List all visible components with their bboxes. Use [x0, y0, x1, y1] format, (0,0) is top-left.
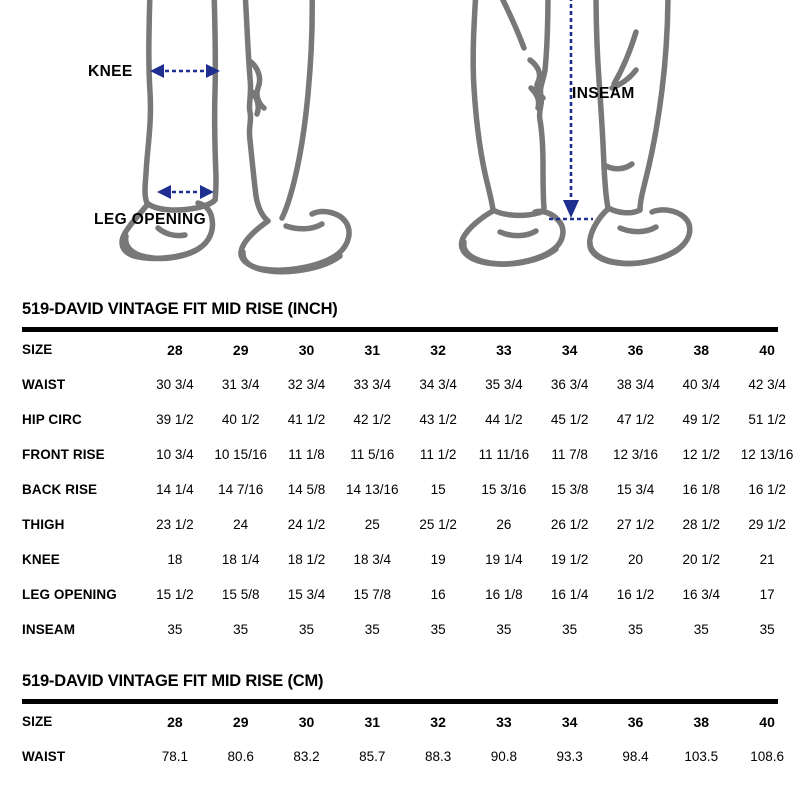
size-column-header: 33: [496, 341, 512, 358]
size-column-header: 33: [496, 713, 512, 730]
table-cell: 10 15/16: [214, 447, 267, 463]
table-cell: 49 1/2: [682, 412, 721, 428]
size-column-header: 34: [561, 341, 578, 358]
size-column-header: 34: [561, 713, 578, 730]
row-label: INSEAM: [22, 622, 76, 638]
table-cell: 17: [759, 587, 775, 603]
table-cell: 16 1/4: [550, 587, 589, 603]
table-cell: 15 5/8: [221, 587, 260, 603]
size-column-header: 40: [759, 713, 775, 730]
table-cell: 25: [364, 517, 380, 533]
size-header-label: SIZE: [22, 714, 53, 730]
table-cell: 93.3: [556, 749, 583, 765]
size-column-header: 30: [298, 713, 315, 730]
table-cell: 35: [298, 622, 314, 638]
row-label: FRONT RISE: [22, 447, 105, 463]
size-column-header: 31: [364, 713, 381, 730]
table-cell: 47 1/2: [616, 412, 655, 428]
table-cell: 34 3/4: [419, 377, 457, 393]
table-cell: 35: [562, 622, 578, 638]
size-column-header: 36: [627, 713, 644, 730]
size-column-header: 40: [759, 341, 775, 358]
table-row: [22, 437, 800, 472]
table-cell: 35: [233, 622, 249, 638]
row-label: THIGH: [22, 517, 65, 533]
table-cell: 41 1/2: [287, 412, 326, 428]
table-row: [22, 739, 800, 774]
table-cell: 29 1/2: [748, 517, 786, 533]
table-row: [22, 542, 800, 577]
inseam-callout-label: INSEAM: [572, 85, 635, 102]
inseam-measure-arrow: [549, 0, 593, 219]
size-table-cm: [22, 704, 800, 774]
table-cell: 11 1/2: [419, 447, 457, 463]
right-leg-illustration: [0, 0, 800, 285]
table-cell: 21: [759, 552, 775, 568]
table-cell: 24 1/2: [287, 517, 326, 533]
size-column-header: 30: [298, 341, 315, 358]
table-cell: 51 1/2: [748, 412, 786, 428]
table-cell: 33 3/4: [353, 377, 392, 393]
table-cell: 12 13/16: [740, 447, 794, 463]
table-row: [22, 402, 800, 437]
table-cell: 16: [430, 587, 446, 603]
table-cell: 78.1: [161, 749, 189, 765]
table-cell: 18 1/4: [221, 552, 260, 568]
table-cell: 19: [430, 552, 446, 568]
table-cell: 25 1/2: [419, 517, 457, 533]
table-row: [22, 612, 800, 647]
row-label: LEG OPENING: [22, 587, 117, 603]
size-column-header: 31: [364, 341, 381, 358]
size-column-header: 29: [232, 341, 249, 358]
table-row: [22, 577, 800, 612]
size-column-header: 28: [167, 713, 183, 730]
table-cell: 16 3/4: [682, 587, 721, 603]
table-cell: 35: [364, 622, 380, 638]
table-cell: 16 1/8: [682, 482, 721, 498]
table-cell: 103.5: [684, 749, 719, 765]
section-title-cm: 519-DAVID VINTAGE FIT MID RISE (CM): [22, 672, 324, 690]
table-cell: 88.3: [424, 749, 452, 765]
table-cell: 24: [233, 517, 249, 533]
table-cell: 40 1/2: [221, 412, 260, 428]
section-title-inch: 519-DAVID VINTAGE FIT MID RISE (INCH): [22, 300, 338, 318]
table-cell: 16 1/8: [485, 587, 523, 603]
size-table-inch: [22, 332, 800, 647]
table-cell: 26 1/2: [550, 517, 589, 533]
table-cell: 18 1/2: [287, 552, 326, 568]
row-label: WAIST: [22, 377, 66, 393]
table-cell: 11 1/8: [288, 447, 325, 463]
table-cell: 36 3/4: [550, 377, 589, 393]
table-cell: 35: [627, 622, 643, 638]
size-column-header: 38: [693, 341, 710, 358]
table-cell: 15 3/16: [481, 482, 527, 498]
table-cell: 19 1/2: [550, 552, 589, 568]
table-cell: 32 3/4: [287, 377, 326, 393]
table-cell: 10 3/4: [156, 447, 194, 463]
table-cell: 80.6: [227, 749, 254, 765]
table-cell: 14 7/16: [218, 482, 264, 498]
table-cell: 19 1/4: [485, 552, 523, 568]
table-header-row: [22, 332, 800, 367]
table-cell: 85.7: [359, 749, 386, 765]
table-cell: 28 1/2: [682, 517, 721, 533]
table-cell: 98.4: [622, 749, 649, 765]
row-label: WAIST: [22, 749, 66, 765]
row-label: KNEE: [22, 552, 60, 568]
table-cell: 20: [627, 552, 643, 568]
table-cell: 35: [167, 622, 183, 638]
size-column-header: 36: [627, 341, 644, 358]
table-cell: 18 3/4: [353, 552, 392, 568]
size-column-header: 29: [232, 713, 249, 730]
table-cell: 14 1/4: [156, 482, 194, 498]
table-cell: 44 1/2: [485, 412, 523, 428]
table-row: [22, 507, 800, 542]
table-cell: 42 1/2: [353, 412, 392, 428]
leg-opening-callout-label: LEG OPENING: [94, 211, 207, 228]
table-cell: 15 1/2: [156, 587, 194, 603]
table-cell: 83.2: [293, 749, 320, 765]
table-cell: 108.6: [750, 749, 784, 765]
table-cell: 35: [496, 622, 512, 638]
table-cell: 40 3/4: [682, 377, 721, 393]
table-cell: 12 3/16: [612, 447, 658, 463]
size-column-header: 32: [430, 713, 446, 730]
size-header-label: SIZE: [22, 342, 53, 358]
size-chart-section-inch: [0, 300, 800, 647]
table-cell: 15 3/8: [550, 482, 589, 498]
table-cell: 18: [167, 552, 183, 568]
size-column-header: 32: [430, 341, 446, 358]
table-cell: 35: [430, 622, 446, 638]
row-label: BACK RISE: [22, 482, 98, 498]
table-cell: 35: [693, 622, 709, 638]
table-cell: 15 3/4: [616, 482, 655, 498]
measurement-illustrations: [0, 0, 800, 285]
knee-callout-label: KNEE: [88, 63, 133, 80]
table-cell: 16 1/2: [616, 587, 655, 603]
size-column-header: 38: [693, 713, 710, 730]
table-cell: 23 1/2: [156, 517, 194, 533]
size-column-header: 28: [167, 341, 183, 358]
table-cell: 15 7/8: [353, 587, 392, 603]
table-cell: 16 1/2: [748, 482, 786, 498]
table-cell: 11 11/16: [478, 447, 530, 463]
row-label: HIP CIRC: [22, 412, 82, 428]
table-cell: 27 1/2: [616, 517, 655, 533]
table-cell: 45 1/2: [550, 412, 589, 428]
table-row: [22, 472, 800, 507]
table-cell: 15: [430, 482, 446, 498]
table-cell: 15 3/4: [287, 587, 326, 603]
table-header-row: [22, 704, 800, 739]
table-cell: 39 1/2: [156, 412, 194, 428]
table-cell: 30 3/4: [156, 377, 194, 393]
table-row: [22, 367, 800, 402]
table-cell: 43 1/2: [419, 412, 457, 428]
table-cell: 35 3/4: [485, 377, 523, 393]
table-cell: 90.8: [490, 749, 518, 765]
table-cell: 14 13/16: [346, 482, 399, 498]
table-cell: 20 1/2: [682, 552, 721, 568]
table-cell: 11 7/8: [551, 447, 588, 463]
size-chart-section-cm: [0, 672, 800, 774]
table-cell: 38 3/4: [616, 377, 655, 393]
table-cell: 31 3/4: [221, 377, 260, 393]
table-cell: 14 5/8: [287, 482, 326, 498]
table-cell: 26: [496, 517, 512, 533]
table-cell: 12 1/2: [682, 447, 721, 463]
table-cell: 35: [759, 622, 775, 638]
table-cell: 11 5/16: [350, 447, 395, 463]
table-cell: 42 3/4: [748, 377, 786, 393]
